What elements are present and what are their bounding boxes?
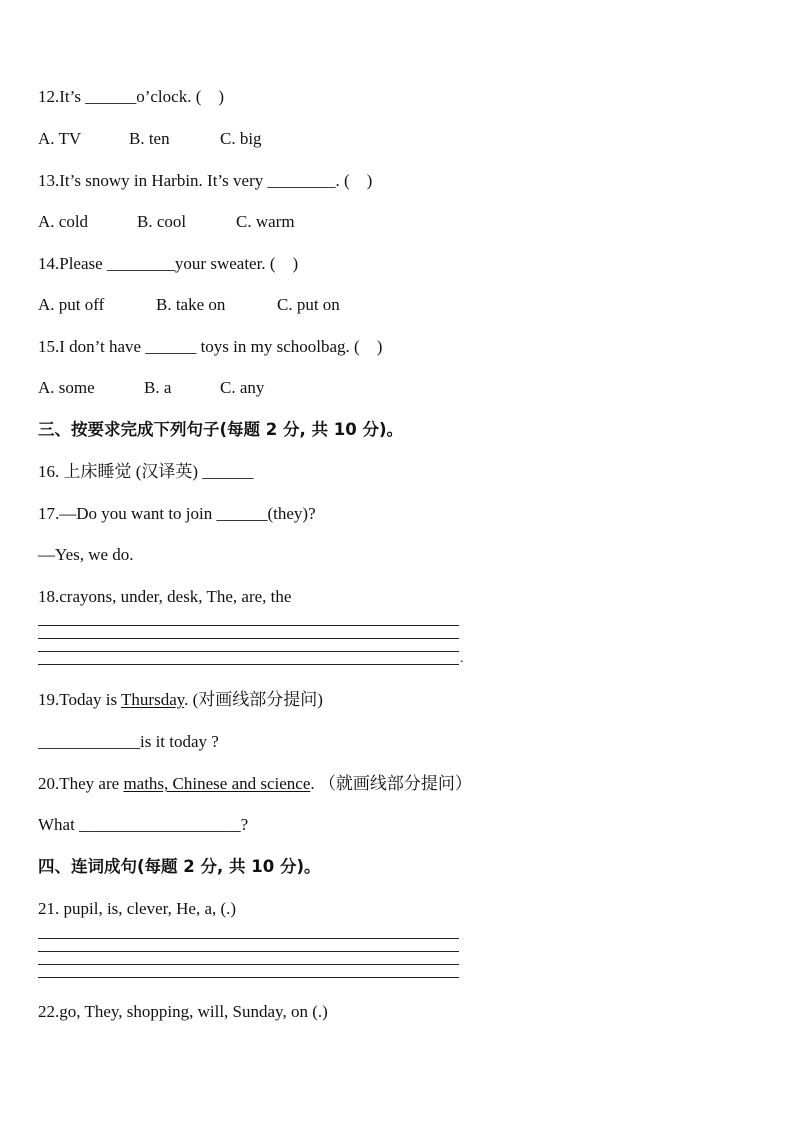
- question-13-stem: 13.It’s snowy in Harbin. It’s very ________. ( ): [38, 171, 373, 190]
- question-20-underlined: maths, Chinese and science: [123, 774, 311, 793]
- question-15-stem: 15.I don’t have ______ toys in my schoolbag. ( ): [38, 337, 383, 356]
- question-19: [38, 690, 323, 710]
- section-4-heading: 四、连词成句(每题 2 分, 共 10 分)。: [38, 857, 321, 876]
- answer-line: [38, 625, 459, 626]
- option-a: A. cold: [38, 212, 89, 231]
- question-17-line-2: —Yes, we do.: [38, 545, 134, 564]
- option-b: B. ten: [129, 129, 170, 148]
- answer-line: [38, 951, 459, 952]
- answer-line: [38, 977, 459, 978]
- question-20: [38, 774, 472, 794]
- question-19-suffix: . (对画线部分提问): [184, 690, 323, 709]
- question-19-prefix: 19.Today is: [38, 690, 122, 709]
- answer-line: [38, 638, 459, 639]
- question-12-options: [38, 129, 338, 149]
- end-period: .: [460, 651, 464, 666]
- question-15-options: [38, 378, 338, 398]
- option-c: C. put on: [277, 295, 340, 314]
- section-3-heading: 三、按要求完成下列句子(每题 2 分, 共 10 分)。: [38, 420, 404, 439]
- answer-line: [38, 664, 459, 665]
- question-22: 22.go, They, shopping, will, Sunday, on (.): [38, 1002, 328, 1021]
- question-17-line-1: 17.—Do you want to join ______(they)?: [38, 504, 316, 523]
- question-14-stem: 14.Please ________your sweater. ( ): [38, 254, 299, 273]
- option-b: B. a: [144, 378, 172, 397]
- question-20-suffix: . （就画线部分提问）: [310, 774, 472, 793]
- question-21: 21. pupil, is, clever, He, a, (.): [38, 899, 237, 918]
- option-c: C. any: [220, 378, 265, 397]
- question-18: 18.crayons, under, desk, The, are, the: [38, 587, 292, 606]
- option-a: A. TV: [38, 129, 82, 148]
- question-13-options: [38, 212, 338, 232]
- option-b: B. take on: [156, 295, 226, 314]
- option-a: A. put off: [38, 295, 105, 314]
- option-c: C. big: [220, 129, 262, 148]
- question-19-underlined: Thursday: [121, 690, 185, 709]
- question-19-answer: ____________is it today ?: [38, 732, 219, 751]
- question-20-prefix: 20.They are: [38, 774, 124, 793]
- option-b: B. cool: [137, 212, 187, 231]
- question-20-answer: What ___________________?: [38, 815, 249, 834]
- option-a: A. some: [38, 378, 95, 397]
- question-16: 16. 上床睡觉 (汉译英) ______: [38, 462, 254, 481]
- option-c: C. warm: [236, 212, 295, 231]
- answer-line: [38, 964, 459, 965]
- question-12-stem: 12.It’s ______o’clock. ( ): [38, 87, 225, 106]
- answer-line: [38, 938, 459, 939]
- question-14-options: [38, 295, 378, 315]
- answer-line: [38, 651, 459, 652]
